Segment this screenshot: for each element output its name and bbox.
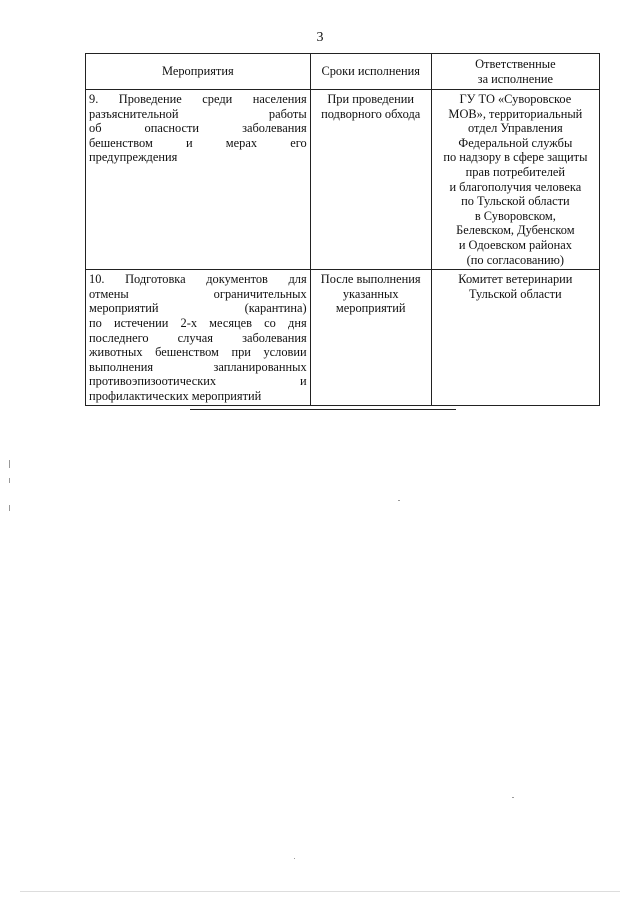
responsible-line: и благополучия человека — [449, 179, 582, 194]
deadline-line: мероприятий — [335, 301, 406, 316]
responsible-line: по Тульской области — [461, 194, 570, 209]
measure-line: по истечении 2-х месяцев со дня — [89, 315, 307, 330]
deadline-cell — [310, 270, 431, 406]
measure-line: бешенством и мерах его — [89, 135, 307, 150]
scan-speck — [512, 797, 514, 798]
scan-speck — [9, 478, 10, 483]
measure-cell — [86, 90, 311, 270]
measure-line: 10. Подготовка документов для — [89, 272, 307, 287]
measure-line: выполнения запланированных — [89, 359, 307, 374]
header-responsible — [431, 54, 599, 90]
measures-table — [85, 53, 600, 406]
measure-line: 9. Проведение среди населения — [89, 92, 307, 106]
scan-speck — [9, 460, 10, 468]
responsible-line: по надзору в сфере защиты — [443, 150, 588, 165]
responsible-line: ГУ ТО «Суворовское — [459, 92, 572, 106]
responsible-line: Белевском, Дубенском — [456, 223, 575, 238]
header-responsible-line: Ответственные — [475, 56, 556, 71]
scan-speck — [398, 500, 400, 501]
header-deadlines: Сроки исполнения — [310, 54, 431, 90]
measure-line: мероприятий (карантина) — [89, 301, 307, 316]
responsible-line: Федеральной службы — [458, 135, 573, 150]
measure-line: разъяснительной работы — [89, 106, 307, 121]
responsible-line: отдел Управления — [468, 121, 563, 136]
scan-speck — [20, 891, 620, 892]
measure-cell — [86, 270, 311, 406]
measure-line: отмены ограничительных — [89, 286, 307, 301]
responsible-line: Тульской области — [469, 286, 562, 301]
scan-speck — [9, 505, 10, 511]
responsible-cell — [431, 90, 599, 270]
deadline-line: указанных — [342, 286, 399, 301]
end-of-table-divider — [190, 409, 456, 410]
scan-speck — [294, 858, 295, 859]
responsible-line: прав потребителей — [465, 164, 566, 179]
measure-line: животных бешенством при условии — [89, 345, 307, 360]
deadline-line: подворного обхода — [321, 106, 421, 121]
table-header-row — [86, 54, 600, 90]
header-responsible-line: за исполнение — [477, 71, 554, 86]
measure-line: противоэпизоотических и — [89, 374, 307, 389]
deadline-line: После выполнения — [320, 272, 421, 287]
responsible-line: (по согласованию) — [466, 252, 565, 267]
measure-line: об опасности заболевания — [89, 121, 307, 136]
table-row — [86, 90, 600, 270]
deadline-line: При проведении — [327, 92, 415, 106]
responsible-cell — [431, 270, 599, 406]
header-measures: Мероприятия — [86, 54, 311, 90]
responsible-line: в Суворовском, — [474, 208, 556, 223]
responsible-line: и Одоевском районах — [458, 237, 572, 252]
responsible-line: МОВ», территориальный — [448, 106, 583, 121]
page-number: 3 — [316, 30, 324, 45]
table-row — [86, 270, 600, 406]
measure-line: последнего случая заболевания — [89, 330, 307, 345]
measure-line: предупреждения — [89, 150, 178, 165]
deadline-cell — [310, 90, 431, 270]
responsible-line: Комитет ветеринарии — [458, 272, 573, 287]
measure-line: профилактических мероприятий — [89, 388, 262, 403]
